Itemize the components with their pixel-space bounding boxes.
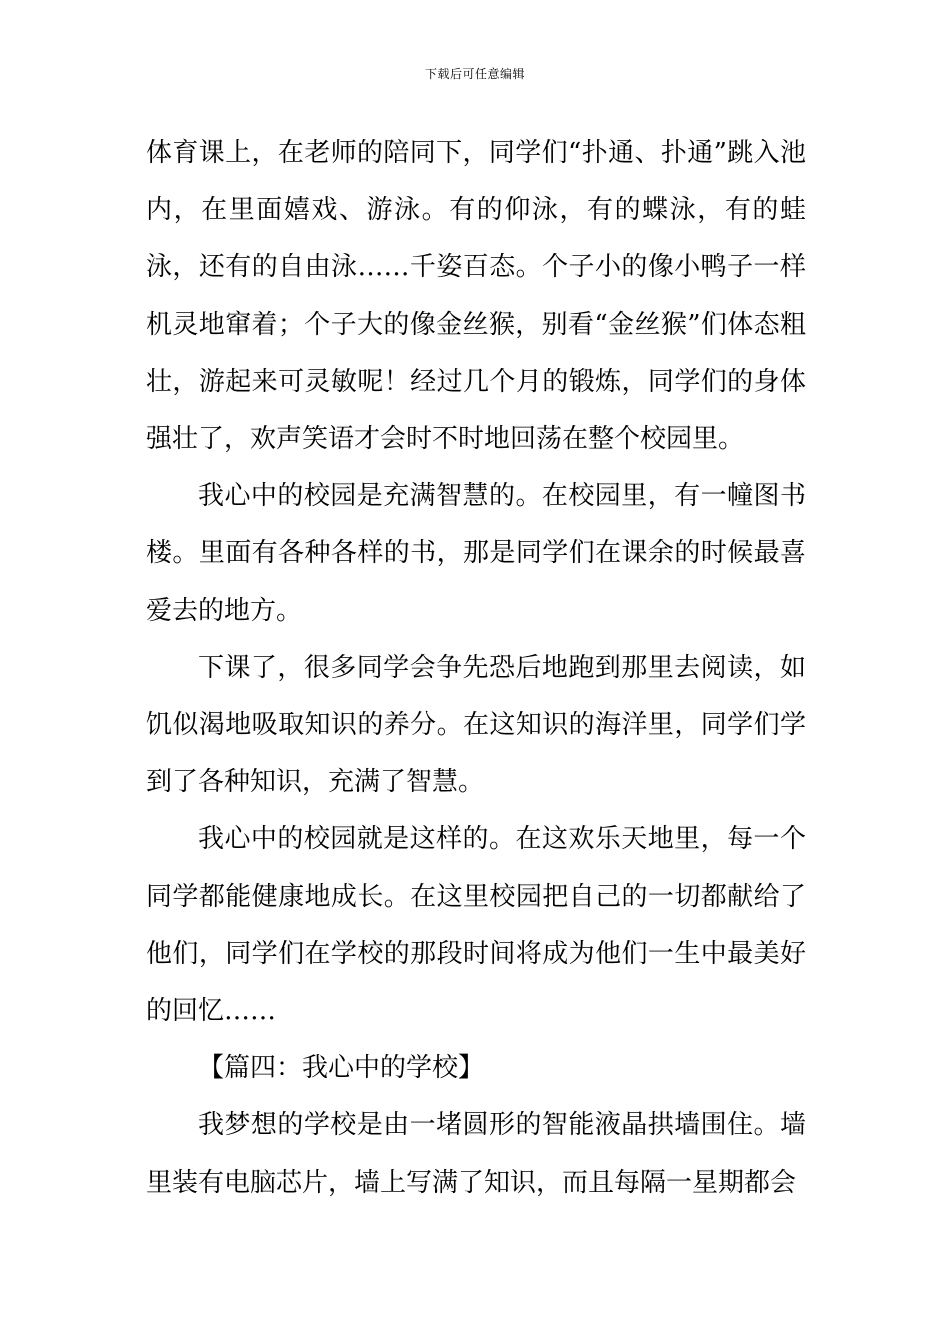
paragraph-library: 我心中的校园是充满智慧的。在校园里，有一幢图书楼。里面有各种各样的书，那是同学们在课余的时候最喜爱去的地方。 (146, 481, 806, 626)
paragraph-swimming: 体育课上，在老师的陪同下，同学们“扑通、扑通”跳入池内，在里面嬉戏、游泳。有的仰泳，有的蝶泳，有的蛙泳，还有的自由泳……千姿百态。个子小的像小鸭子一样机灵地窜着；个子大的像金丝猴，别看“金丝猴”们体态粗壮，游起来可灵敏呢！经过几个月的锻炼，同学们的身体强壮了，欢声笑语才会时不时地回荡在整个校园里。 (146, 138, 806, 455)
paragraph-reading: 下课了，很多同学会争先恐后地跑到那里去阅读，如饥似渴地吸取知识的养分。在这知识的海洋里，同学们学到了各种知识，充满了智慧。 (146, 652, 806, 798)
paragraph-conclusion: 我心中的校园就是这样的。在这欢乐天地里，每一个同学都能健康地成长。在这里校园把自己的一切都献给了他们，同学们在学校的那段时间将成为他们一生中最美好的回忆…… (146, 824, 806, 1027)
document-body (146, 125, 806, 1212)
paragraph-dream-school: 我梦想的学校是由一堵圆形的智能液晶拱墙围住。墙里装有电脑芯片，墙上写满了知识，而且每隔一星期都会 (146, 1110, 806, 1198)
page-header: 下载后可任意编辑 (424, 67, 525, 81)
section-heading: 【篇四：我心中的学校】 (198, 1053, 485, 1084)
